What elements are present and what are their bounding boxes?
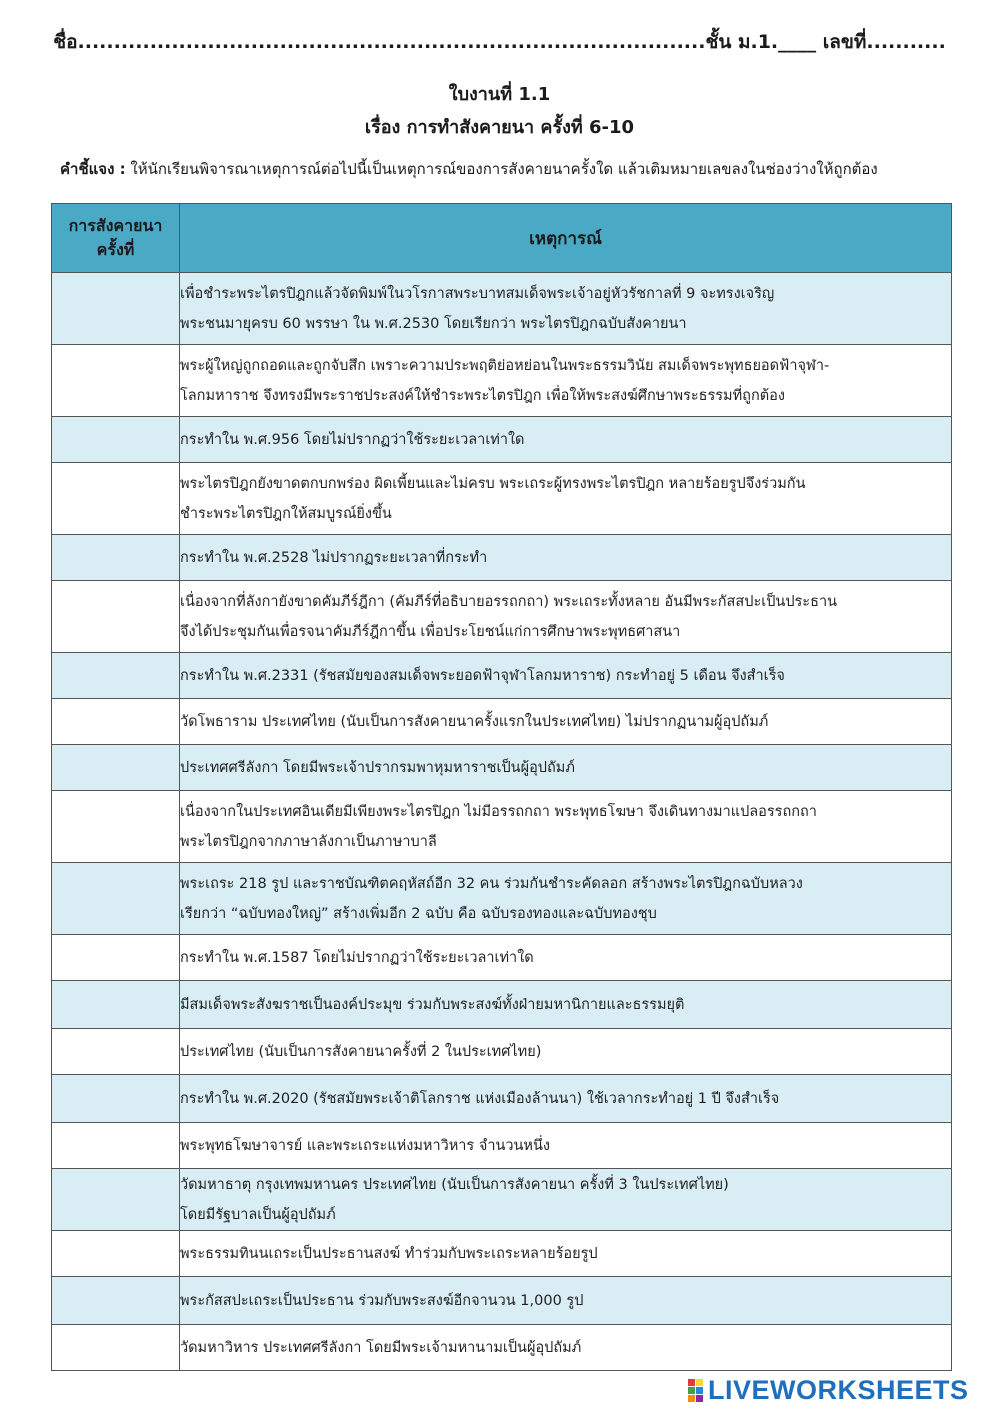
table-row [52,581,952,653]
event-line-1: มีสมเด็จพระสังฆราชเป็นองค์ประมุข ร่วมกับพระสงฆ์ทั้งฝ่ายมหานิกายและธรรมยุติ [180,996,685,1013]
instructions-text: ให้นักเรียนพิจารณาเหตุการณ์ต่อไปนี้เป็นเหตุการณ์ของการสังคายนาครั้งใด แล้วเติมหมายเลขลงในช่องว่างให้ถูกต้อง [125,160,878,178]
answer-blank-cell[interactable] [52,1029,180,1075]
event-cell [180,1029,952,1075]
table-header-row [52,204,952,273]
event-cell [180,1075,952,1123]
event-cell [180,745,952,791]
event-cell [180,1123,952,1169]
logo-tile [696,1387,703,1394]
event-line-1: พระธรรมทินนเถระเป็นประธานสงฆ์ ทำร่วมกับพระเถระหลายร้อยรูป [180,1245,598,1262]
event-line-2: โลกมหาราช จึงทรงมีพระราชประสงค์ให้ชำระพระไตรปิฎก เพื่อให้พระสงฆ์ศึกษาพระธรรมที่ถูกต้อง [180,387,785,404]
logo-tile [688,1387,695,1394]
answer-blank-cell[interactable] [52,345,180,417]
event-cell [180,417,952,463]
answer-blank-cell[interactable] [52,1169,180,1231]
event-line-1: วัดมหาวิหาร ประเทศศรีลังกา โดยมีพระเจ้ามหานามเป็นผู้อุปถัมภ์ [180,1339,582,1356]
event-cell [180,653,952,699]
event-line-2: พระไตรปิฎกจากภาษาลังกาเป็นภาษาบาลี [180,833,437,850]
event-cell [180,935,952,981]
event-line-1: วัดมหาธาตุ กรุงเทพมหานคร ประเทศไทย (นับเป็นการสังคายนา ครั้งที่ 3 ในประเทศไทย) [180,1176,729,1193]
event-line-2: จึงได้ประชุมกันเพื่อรจนาคัมภีร์ฎีกาขึ้น เพื่อประโยชน์แก่การศึกษาพระพุทธศาสนา [180,623,681,640]
logo-tile [688,1379,695,1386]
event-line-1: เนื่องจากในประเทศอินเดียมีเพียงพระไตรปิฎก ไม่มีอรรถกถา พระพุทธโฆษา จึงเดินทางมาแปลอรรถกถา [180,803,817,820]
event-cell [180,699,952,745]
table-row [52,1169,952,1231]
event-cell [180,273,952,345]
table-row [52,273,952,345]
event-line-1: เนื่องจากที่ลังกายังขาดคัมภีร์ฎีกา (คัมภีร์ที่อธิบายอรรถกถา) พระเถระทั้งหลาย อันมีพระกัสสปะเป็นประธาน [180,593,838,610]
col1-header-line2: ครั้งที่ [96,240,135,259]
logo-tile [696,1379,703,1386]
worksheet-topic: เรื่อง การทำสังคายนา ครั้งที่ 6-10 [364,117,635,138]
answer-blank-cell[interactable] [52,1277,180,1325]
answer-blank-cell[interactable] [52,981,180,1029]
event-cell [180,1277,952,1325]
table-row [52,1325,952,1371]
event-line-1: กระทำใน พ.ศ.2331 (รัชสมัยของสมเด็จพระยอดฟ้าจุฬาโลกมหาราช) กระทำอยู่ 5 เดือน จึงสำเร็จ [180,667,785,684]
table-row [52,791,952,863]
event-cell [180,1231,952,1277]
col-event-header: เหตุการณ์ [180,204,952,273]
event-line-1: ประเทศไทย (นับเป็นการสังคายนาครั้งที่ 2 ในประเทศไทย) [180,1043,542,1060]
answer-blank-cell[interactable] [52,1075,180,1123]
table-row [52,935,952,981]
event-line-1: พระกัสสปะเถระเป็นประธาน ร่วมกับพระสงฆ์อีกจานวน 1,000 รูป [180,1292,584,1309]
event-cell [180,581,952,653]
event-line-1: กระทำใน พ.ศ.1587 โดยไม่ปรากฏว่าใช้ระยะเวลาเท่าใด [180,949,534,966]
logo-text: LIVEWORKSHEETS [708,1374,969,1405]
answer-blank-cell[interactable] [52,699,180,745]
event-line-2: เรียกว่า “ฉบับทองใหญ่” สร้างเพิ่มอีก 2 ฉบับ คือ ฉบับรองทองและฉบับทองชุบ [180,905,657,922]
table-row [52,1277,952,1325]
table-row [52,981,952,1029]
event-cell [180,463,952,535]
logo-tile [688,1395,695,1402]
event-line-1: พระไตรปิฎกยังขาดตกบกพร่อง ผิดเพี้ยนและไม่ครบ พระเถระผู้ทรงพระไตรปิฎก หลายร้อยรูปจึงร่วมกัน [180,475,806,492]
event-cell [180,791,952,863]
table-row [52,535,952,581]
event-line-1: เพื่อชำระพระไตรปิฎกแล้วจัดพิมพ์ในวโรกาสพระบาทสมเด็จพระเจ้าอยู่หัวรัชกาลที่ 9 จะทรงเจริญ [180,285,775,302]
event-cell [180,1325,952,1371]
answer-blank-cell[interactable] [52,417,180,463]
event-cell [180,345,952,417]
table-row [52,417,952,463]
liveworksheets-logo [688,1375,969,1405]
answer-blank-cell[interactable] [52,273,180,345]
event-line-1: วัดโพธาราม ประเทศไทย (นับเป็นการสังคายนาครั้งแรกในประเทศไทย) ไม่ปรากฏนามผู้อุปถัมภ์ [180,713,769,730]
answer-blank-cell[interactable] [52,581,180,653]
logo-tile [696,1395,703,1402]
events-table [51,203,952,1371]
answer-blank-cell[interactable] [52,653,180,699]
table-row [52,863,952,935]
event-cell [180,863,952,935]
instructions [60,157,960,181]
table-row [52,463,952,535]
event-line-1: พระพุทธโฆษาจารย์ และพระเถระแห่งมหาวิหาร จำนวนหนึ่ง [180,1137,550,1154]
answer-blank-cell[interactable] [52,791,180,863]
event-line-1: พระผู้ใหญ่ถูกถอดและถูกจับสึก เพราะความประพฤติย่อหย่อนในพระธรรมวินัย สมเด็จพระพุทธยอดฟ้าจุฬา- [180,357,830,374]
event-line-1: กระทำใน พ.ศ.2020 (รัชสมัยพระเจ้าติโลกราช แห่งเมืองล้านนา) ใช้เวลากระทำอยู่ 1 ปี จึงสำเร็จ [180,1090,780,1107]
table-row [52,653,952,699]
worksheet-number: ใบงานที่ 1.1 [448,84,551,105]
table-row [52,1075,952,1123]
logo-mark-icon [688,1379,703,1402]
table-row [52,1231,952,1277]
student-info-line: ชื่อ.......................................................................................ชั้น ม.1.____ เลขที่........... [53,31,946,53]
event-cell [180,535,952,581]
event-line-1: กระทำใน พ.ศ.956 โดยไม่ปรากฏว่าใช้ระยะเวลาเท่าใด [180,431,525,448]
answer-blank-cell[interactable] [52,1123,180,1169]
answer-blank-cell[interactable] [52,1325,180,1371]
event-line-2: โดยมีรัฐบาลเป็นผู้อุปถัมภ์ [180,1206,336,1223]
table-row [52,745,952,791]
answer-blank-cell[interactable] [52,535,180,581]
event-line-2: พระชนมายุครบ 60 พรรษา ใน พ.ศ.2530 โดยเรียกว่า พระไตรปิฎกฉบับสังคายนา [180,315,687,332]
table-row [52,1029,952,1075]
table-row [52,699,952,745]
answer-blank-cell[interactable] [52,935,180,981]
table-row [52,345,952,417]
answer-blank-cell[interactable] [52,863,180,935]
event-line-1: พระเถระ 218 รูป และราชบัณฑิตคฤหัสถ์อีก 32 คน ร่วมกันชำระคัดลอก สร้างพระไตรปิฎกฉบับหลวง [180,875,803,892]
event-cell [180,1169,952,1231]
answer-blank-cell[interactable] [52,1231,180,1277]
table-row [52,1123,952,1169]
instructions-label: คำชี้แจง : [60,160,126,178]
event-line-2: ชำระพระไตรปิฎกให้สมบูรณ์ยิ่งขึ้น [180,505,392,522]
answer-blank-cell[interactable] [52,745,180,791]
col1-header-line1: การสังคายนา [68,216,163,235]
event-line-1: ประเทศศรีลังกา โดยมีพระเจ้าปรากรมพาหุมหาราชเป็นผู้อุปถัมภ์ [180,759,575,776]
event-line-1: กระทำใน พ.ศ.2528 ไม่ปรากฏระยะเวลาที่กระทำ [180,549,488,566]
answer-blank-cell[interactable] [52,463,180,535]
col-council-number-header [52,204,180,273]
event-cell [180,981,952,1029]
